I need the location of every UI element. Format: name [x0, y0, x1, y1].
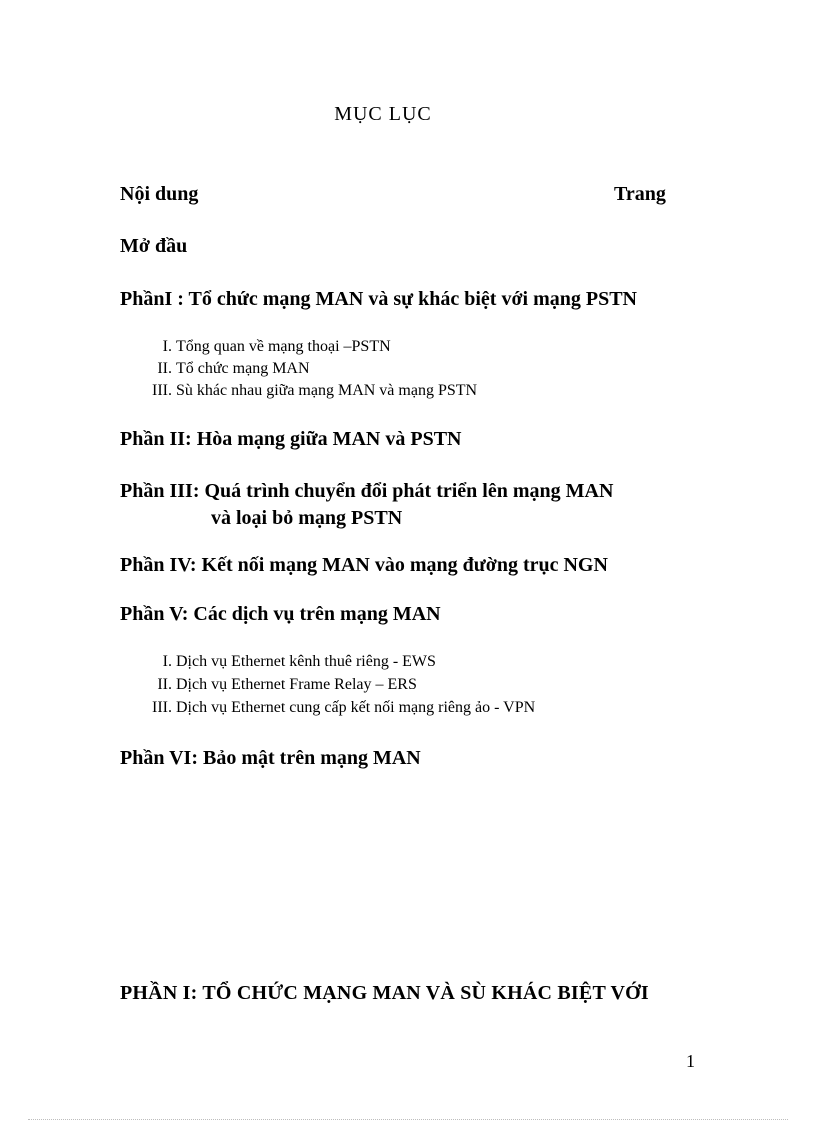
toc-part-3 [120, 480, 613, 503]
toc-subitem: II. Tổ chức mạng MAN [157, 360, 310, 377]
toc-part-2-title: Hòa mạng giữa MAN và PSTN [196, 428, 462, 450]
content-column-header: Nội dung [120, 183, 199, 205]
toc-part-6-title: Bảo mật trên mạng MAN [203, 747, 421, 769]
toc-part-1-label: PhầnI : [120, 288, 184, 310]
toc-part-2 [120, 428, 462, 451]
toc-subitem: I. Tổng quan về mạng thoại –PSTN [162, 338, 391, 355]
toc-part-5-title: Các dịch vụ trên mạng MAN [193, 603, 441, 625]
section-heading: PHẦN I: TỔ CHỨC MẠNG MAN VÀ SÙ KHÁC BIỆT VỚI [120, 982, 649, 1004]
page-number: 1 [686, 1051, 695, 1071]
toc-subitem: III. Dịch vụ Ethernet cung cấp kết nối mạng riêng ảo - VPN [152, 699, 536, 716]
toc-part-3-title: Quá trình chuyển đổi phát triển lên mạng MAN [204, 480, 614, 502]
toc-part-6-label: Phần VI: [120, 747, 198, 769]
toc-part-4 [120, 554, 608, 577]
toc-part-1 [120, 288, 637, 311]
toc-part-1-title: Tổ chức mạng MAN và sự khác biệt với mạng PSTN [188, 288, 637, 310]
toc-title: MỤC LỤC [334, 103, 432, 125]
page-column-header: Trang [614, 183, 666, 205]
toc-part-2-label: Phần II: [120, 428, 192, 450]
toc-part-5 [120, 603, 441, 626]
toc-part-3-label: Phần III: [120, 480, 200, 502]
page-bottom-divider [28, 1119, 788, 1120]
toc-subitem: I. Dịch vụ Ethernet kênh thuê riêng - EWS [162, 653, 436, 670]
toc-part-3-title-continued: và loại bỏ mạng PSTN [211, 507, 403, 529]
toc-intro: Mở đầu [120, 235, 188, 257]
toc-subitem: II. Dịch vụ Ethernet Frame Relay – ERS [157, 676, 417, 693]
toc-part-4-title: Kết nối mạng MAN vào mạng đường trục NGN [201, 554, 608, 576]
toc-subitem: III. Sù khác nhau giữa mạng MAN và mạng PSTN [152, 382, 478, 399]
toc-part-6 [120, 747, 421, 770]
toc-part-4-label: Phần IV: [120, 554, 197, 576]
toc-part-5-label: Phần V: [120, 603, 189, 625]
